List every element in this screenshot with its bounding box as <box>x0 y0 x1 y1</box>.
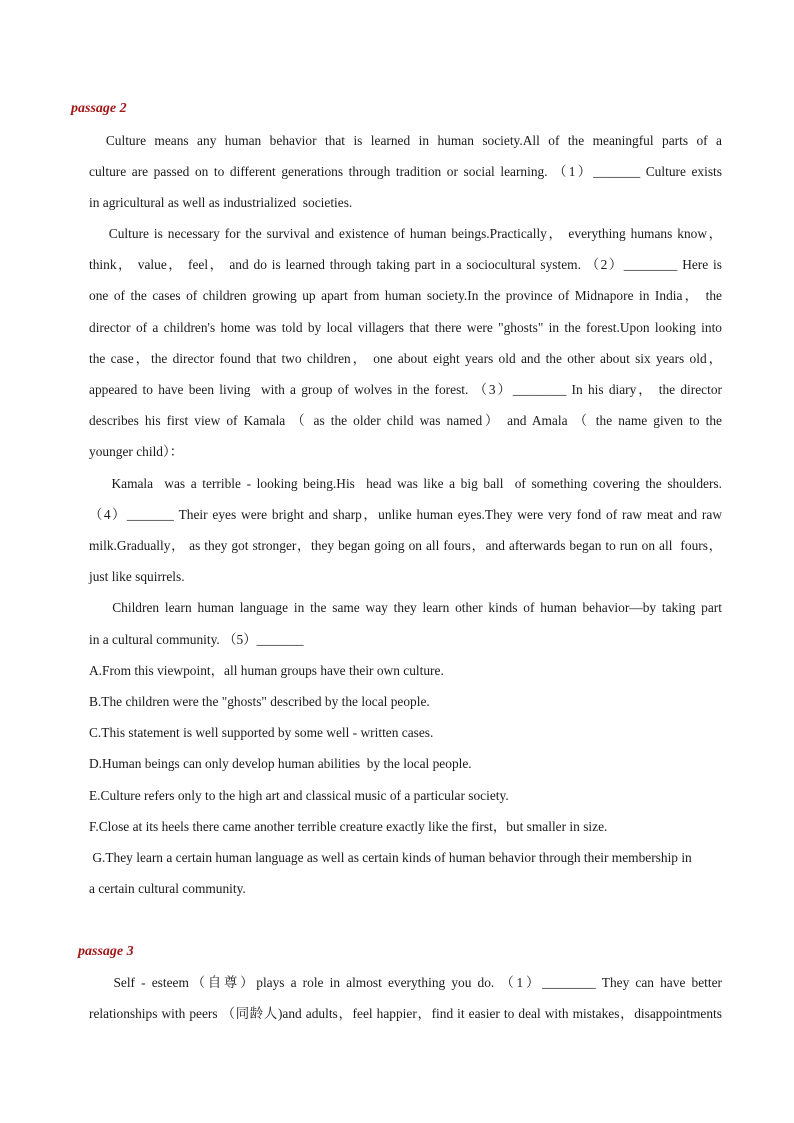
passage-3-line: Self - esteem（自尊）plays a role in almost everything you do. （1）________ They can have better <box>89 975 722 990</box>
option-a: A.From this viewpoint，all human groups have their own culture. <box>89 663 444 678</box>
passage-2-line: the case，the director found that two children， one about eight years old and the other about six years old， <box>89 351 722 366</box>
passage-2-line: milk.Gradually， as they got stronger，they began going on all fours，and afterwards began to run on all fours， <box>89 538 722 553</box>
passage-2-line: just like squirrels. <box>89 569 185 584</box>
passage-2-line: describes his first view of Kamala （ as the older child was named） and Amala （ the name given to the <box>89 413 722 428</box>
passage-2-line: Kamala was a terrible - looking being.His head was like a big ball of something covering the shoulders. <box>89 476 722 491</box>
option-g-continued: a certain cultural community. <box>89 881 246 896</box>
passage-2-line: Culture means any human behavior that is learned in human society.All of the meaningful parts of a <box>89 133 722 148</box>
passage-2-heading: passage 2 <box>71 101 127 116</box>
option-f: F.Close at its heels there came another terrible creature exactly like the first，but smaller in size. <box>89 819 608 834</box>
passage-2-line: younger child）： <box>89 444 184 459</box>
passage-2-line: in a cultural community. （5）_______ <box>89 632 304 647</box>
passage-2-line: culture are passed on to different generations through tradition or social learning. （1）_______ Culture exists <box>89 164 722 179</box>
option-d: D.Human beings can only develop human abilities by the local people. <box>89 756 472 771</box>
passage-3-line: relationships with peers （同龄人)and adults，feel happier，find it easier to deal with mistakes，disappointments <box>89 1006 722 1021</box>
passage-2-line: director of a children's home was told by local villagers that there were "ghosts" in the forest.Upon looking into <box>89 320 722 335</box>
option-e: E.Culture refers only to the high art and classical music of a particular society. <box>89 788 509 803</box>
passage-2-line: Culture is necessary for the survival and existence of human beings.Practically， everything humans know， <box>89 226 722 241</box>
passage-2-line: appeared to have been living with a group of wolves in the forest. （3）________ In his diary， the director <box>89 382 722 397</box>
passage-2-line: one of the cases of children growing up apart from human society.In the province of Midnapore in India， the <box>89 288 722 303</box>
option-g: G.They learn a certain human language as well as certain kinds of human behavior through their membership in <box>89 850 692 865</box>
passage-2-line: think， value， feel， and do is learned through taking part in a sociocultural system. （2）________ Here is <box>89 257 722 272</box>
passage-3-heading: passage 3 <box>78 944 134 959</box>
passage-2-line: （4）_______ Their eyes were bright and sharp，unlike human eyes.They were very fond of raw meat and raw <box>89 507 722 522</box>
passage-2-line: Children learn human language in the same way they learn other kinds of human behavior—by taking part <box>89 600 722 615</box>
option-b: B.The children were the "ghosts" described by the local people. <box>89 694 430 709</box>
option-c: C.This statement is well supported by some well - written cases. <box>89 725 434 740</box>
passage-2-line: in agricultural as well as industrialized societies. <box>89 195 353 210</box>
